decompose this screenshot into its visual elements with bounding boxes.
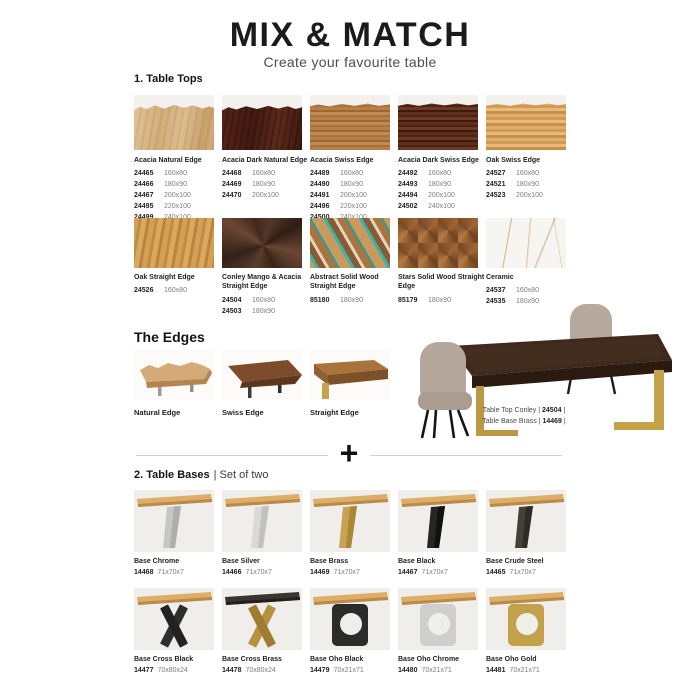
variant-row bbox=[398, 666, 478, 677]
product-size: 180x90 bbox=[252, 181, 275, 189]
product-name: Ceramic bbox=[486, 274, 514, 281]
variant-row bbox=[134, 568, 214, 579]
edge-label: Natural Edge bbox=[134, 408, 181, 417]
product-name: Base Oho Chrome bbox=[398, 656, 460, 663]
product-name: Oak Straight Edge bbox=[134, 274, 195, 281]
product-size: 70x21x71 bbox=[421, 667, 452, 675]
variant-row bbox=[310, 191, 390, 202]
product-size: 200x100 bbox=[164, 192, 191, 200]
variant-row bbox=[310, 169, 390, 180]
base-chrome-image bbox=[134, 490, 214, 552]
product-code: 24502 bbox=[398, 202, 418, 210]
section-heading-table-bases bbox=[134, 469, 268, 481]
product-size: 71x70x7 bbox=[333, 569, 360, 577]
product-size: 71x70x7 bbox=[157, 569, 184, 577]
top-card-oak-swiss-edge bbox=[486, 95, 566, 224]
variant-row bbox=[222, 180, 302, 191]
variant-list bbox=[134, 286, 214, 297]
product-code: 14466 bbox=[222, 569, 242, 577]
product-code: 24466 bbox=[134, 181, 154, 189]
base-card-silver bbox=[222, 490, 302, 579]
divider-line-right bbox=[370, 455, 562, 456]
product-code: 14481 bbox=[486, 667, 506, 675]
variant-row bbox=[134, 286, 214, 297]
variant-list bbox=[222, 296, 302, 318]
variant-row bbox=[134, 180, 214, 191]
variant-row bbox=[310, 202, 390, 213]
product-name: Abstract Solid Wood Straight Edge bbox=[310, 274, 379, 291]
product-size: 71x70x7 bbox=[245, 569, 272, 577]
product-size: 200x100 bbox=[340, 192, 367, 200]
edge-card-natural bbox=[134, 350, 214, 417]
base-card-chrome bbox=[134, 490, 214, 579]
product-code: 24537 bbox=[486, 287, 506, 295]
variant-row bbox=[486, 286, 566, 297]
variant-row bbox=[134, 202, 214, 213]
product-size: 200x100 bbox=[252, 192, 279, 200]
product-name: Acacia Natural Edge bbox=[134, 157, 202, 164]
product-code: 24491 bbox=[310, 192, 330, 200]
base-card-brass bbox=[310, 490, 390, 579]
stars-solid-wood-image bbox=[398, 218, 478, 268]
base-brass-image bbox=[310, 490, 390, 552]
oak-swiss-edge-image bbox=[486, 95, 566, 150]
variant-row bbox=[222, 666, 302, 677]
product-code: 24470 bbox=[222, 192, 242, 200]
product-code: 24503 bbox=[222, 307, 242, 315]
product-code: 14469 bbox=[310, 569, 330, 577]
product-name: Acacia Swiss Edge bbox=[310, 157, 374, 164]
edge-label: Straight Edge bbox=[310, 408, 359, 417]
top-card-acacia-dark-natural-edge bbox=[222, 95, 308, 224]
product-code: 14479 bbox=[310, 667, 330, 675]
variant-list bbox=[310, 169, 390, 223]
product-code: 24495 bbox=[134, 202, 154, 210]
top-card-conley-mango-acacia bbox=[222, 218, 302, 318]
product-name: Base Cross Black bbox=[134, 656, 194, 663]
product-code: 24526 bbox=[134, 287, 154, 295]
variant-list bbox=[134, 169, 214, 223]
product-code: 14478 bbox=[222, 667, 242, 675]
product-size: 180x90 bbox=[428, 181, 451, 189]
variant-row bbox=[134, 666, 214, 677]
edge-card-straight bbox=[310, 350, 390, 417]
product-code: 24535 bbox=[486, 298, 506, 306]
product-size: 160x80 bbox=[428, 170, 451, 178]
caption-end: | bbox=[561, 417, 566, 425]
product-code: 14477 bbox=[134, 667, 154, 675]
variant-list bbox=[398, 169, 478, 212]
acacia-dark-swiss-edge-image bbox=[398, 95, 478, 150]
product-size: 180x90 bbox=[252, 307, 275, 315]
product-size: 160x80 bbox=[252, 170, 275, 178]
product-size: 70x80x24 bbox=[245, 667, 276, 675]
variant-row bbox=[310, 666, 390, 677]
top-card-acacia-swiss-edge bbox=[310, 95, 390, 224]
variant-row bbox=[486, 169, 566, 180]
base-card-oho-black bbox=[310, 588, 390, 677]
variant-row bbox=[486, 568, 566, 579]
plus-sign: + bbox=[339, 435, 359, 471]
caption-label: Table Top Conley | bbox=[482, 407, 543, 414]
product-size: 160x80 bbox=[516, 287, 539, 295]
variant-row bbox=[310, 180, 390, 191]
product-size: 160x80 bbox=[164, 170, 187, 178]
variant-list bbox=[486, 169, 566, 202]
variant-row bbox=[134, 191, 214, 202]
base-card-black bbox=[398, 490, 478, 579]
variant-row bbox=[222, 169, 302, 180]
product-code: 85179 bbox=[398, 296, 418, 304]
product-code: 85180 bbox=[310, 296, 330, 304]
product-size: 180x90 bbox=[516, 298, 539, 306]
variant-row bbox=[398, 191, 478, 202]
product-size: 180x90 bbox=[516, 181, 539, 189]
featured-caption bbox=[462, 406, 586, 428]
base-card-cross-black bbox=[134, 588, 214, 677]
product-size: 220x100 bbox=[340, 202, 367, 210]
variant-row bbox=[310, 296, 390, 307]
variant-row bbox=[134, 169, 214, 180]
variant-row bbox=[222, 191, 302, 202]
variant-row bbox=[222, 296, 302, 307]
variant-row bbox=[486, 191, 566, 202]
product-size: 160x80 bbox=[164, 287, 187, 295]
product-code: 24468 bbox=[222, 170, 242, 178]
abstract-solid-wood-image bbox=[310, 218, 390, 268]
product-name: Conley Mango & Acacia Straight Edge bbox=[222, 274, 302, 291]
section-heading-table-tops: 1. Table Tops bbox=[134, 73, 203, 85]
product-size: 200x100 bbox=[516, 192, 543, 200]
base-cross-brass-image bbox=[222, 588, 302, 650]
product-code: 24494 bbox=[398, 192, 418, 200]
product-name: Base Brass bbox=[310, 558, 349, 565]
product-size: 160x80 bbox=[516, 170, 539, 178]
product-name: Base Black bbox=[398, 558, 436, 565]
variant-row bbox=[398, 202, 478, 213]
product-code: 24490 bbox=[310, 181, 330, 189]
product-code: 24523 bbox=[486, 192, 506, 200]
caption-code: 24504 bbox=[542, 407, 562, 414]
product-size: 160x80 bbox=[252, 296, 275, 304]
product-size: 70x21x71 bbox=[333, 667, 364, 675]
top-card-acacia-dark-swiss-edge bbox=[398, 95, 478, 224]
product-name: Oak Swiss Edge bbox=[486, 157, 541, 164]
caption-line bbox=[462, 406, 586, 417]
natural-edge-image bbox=[134, 350, 214, 400]
product-name: Base Cross Brass bbox=[222, 656, 282, 663]
table-bases-row-2 bbox=[134, 588, 566, 677]
product-code: 24465 bbox=[134, 170, 154, 178]
top-card-acacia-natural-edge bbox=[134, 95, 214, 224]
variant-list bbox=[310, 296, 390, 307]
base-oho-chrome-image bbox=[398, 588, 478, 650]
variant-row bbox=[222, 307, 302, 318]
variant-row bbox=[398, 180, 478, 191]
base-card-cross-brass bbox=[222, 588, 302, 677]
acacia-dark-natural-edge-image bbox=[222, 95, 302, 150]
caption-code: 14469 bbox=[542, 417, 562, 425]
product-size: 71x70x7 bbox=[421, 569, 448, 577]
variant-row bbox=[222, 568, 302, 579]
divider-line-left bbox=[136, 455, 328, 456]
page-subtitle: Create your favourite table bbox=[263, 54, 437, 70]
variant-row bbox=[398, 568, 478, 579]
product-size: 180x90 bbox=[340, 296, 363, 304]
bases-heading-note: | Set of two bbox=[213, 469, 269, 481]
edges-row bbox=[134, 350, 390, 417]
base-card-oho-gold bbox=[486, 588, 566, 677]
base-silver-image bbox=[222, 490, 302, 552]
product-name: Base Crude Steel bbox=[486, 558, 544, 565]
product-size: 70x80x24 bbox=[157, 667, 188, 675]
edge-label: Swiss Edge bbox=[222, 408, 264, 417]
base-card-crude-steel bbox=[486, 490, 566, 579]
product-code: 24496 bbox=[310, 202, 330, 210]
conley-mango-acacia-image bbox=[222, 218, 302, 268]
product-code: 14467 bbox=[398, 569, 418, 577]
caption-end: | bbox=[561, 407, 566, 414]
base-oho-black-image bbox=[310, 588, 390, 650]
base-card-oho-chrome bbox=[398, 588, 478, 677]
product-code: 24521 bbox=[486, 181, 506, 189]
product-code: 24489 bbox=[310, 170, 330, 178]
product-code: 14468 bbox=[134, 569, 154, 577]
acacia-natural-edge-image bbox=[134, 95, 214, 150]
top-card-oak-straight-edge bbox=[134, 218, 214, 318]
product-code: 14480 bbox=[398, 667, 418, 675]
page-title: MIX & MATCH bbox=[229, 16, 471, 54]
base-oho-gold-image bbox=[486, 588, 566, 650]
straight-edge-image bbox=[310, 350, 390, 400]
product-size: 160x80 bbox=[340, 170, 363, 178]
variant-list bbox=[222, 169, 302, 202]
table-bases-row-1 bbox=[134, 490, 566, 579]
ceramic-image bbox=[486, 218, 566, 268]
product-name: Base Oho Black bbox=[310, 656, 364, 663]
section-heading-edges: The Edges bbox=[134, 329, 205, 345]
base-black-image bbox=[398, 490, 478, 552]
caption-line bbox=[462, 417, 586, 428]
variant-row bbox=[486, 666, 566, 677]
table-tops-row-1 bbox=[134, 95, 566, 224]
product-name: Acacia Dark Swiss Edge bbox=[398, 157, 479, 164]
product-size: 220x100 bbox=[164, 202, 191, 210]
swiss-edge-image bbox=[222, 350, 302, 400]
product-name: Base Chrome bbox=[134, 558, 180, 565]
product-name: Base Oho Gold bbox=[486, 656, 537, 663]
acacia-swiss-edge-image bbox=[310, 95, 390, 150]
top-card-abstract-solid-wood bbox=[310, 218, 390, 318]
base-crude-steel-image bbox=[486, 490, 566, 552]
variant-row bbox=[398, 169, 478, 180]
variant-row bbox=[486, 180, 566, 191]
caption-label: Table Base Brass | bbox=[482, 417, 543, 425]
product-code: 24492 bbox=[398, 170, 418, 178]
product-code: 14465 bbox=[486, 569, 506, 577]
product-code: 24467 bbox=[134, 192, 154, 200]
product-size: 200x100 bbox=[428, 192, 455, 200]
product-size: 180x90 bbox=[428, 296, 451, 304]
bases-heading-bold: 2. Table Bases bbox=[134, 469, 210, 481]
variant-row bbox=[310, 568, 390, 579]
product-name: Stars Solid Wood Straight Edge bbox=[398, 274, 485, 291]
product-size: 180x90 bbox=[164, 181, 187, 189]
base-cross-black-image bbox=[134, 588, 214, 650]
edge-card-swiss bbox=[222, 350, 302, 417]
product-code: 24493 bbox=[398, 181, 418, 189]
product-name: Base Silver bbox=[222, 558, 260, 565]
product-size: 180x90 bbox=[340, 181, 363, 189]
product-size: 70x21x71 bbox=[509, 667, 540, 675]
product-code: 24527 bbox=[486, 170, 506, 178]
product-size: 240x100 bbox=[428, 202, 455, 210]
oak-straight-edge-image bbox=[134, 218, 214, 268]
product-name: Acacia Dark Natural Edge bbox=[222, 157, 308, 164]
featured-product-photo bbox=[418, 298, 682, 442]
product-code: 24504 bbox=[222, 296, 242, 304]
product-code: 24469 bbox=[222, 181, 242, 189]
product-size: 71x70x7 bbox=[509, 569, 536, 577]
